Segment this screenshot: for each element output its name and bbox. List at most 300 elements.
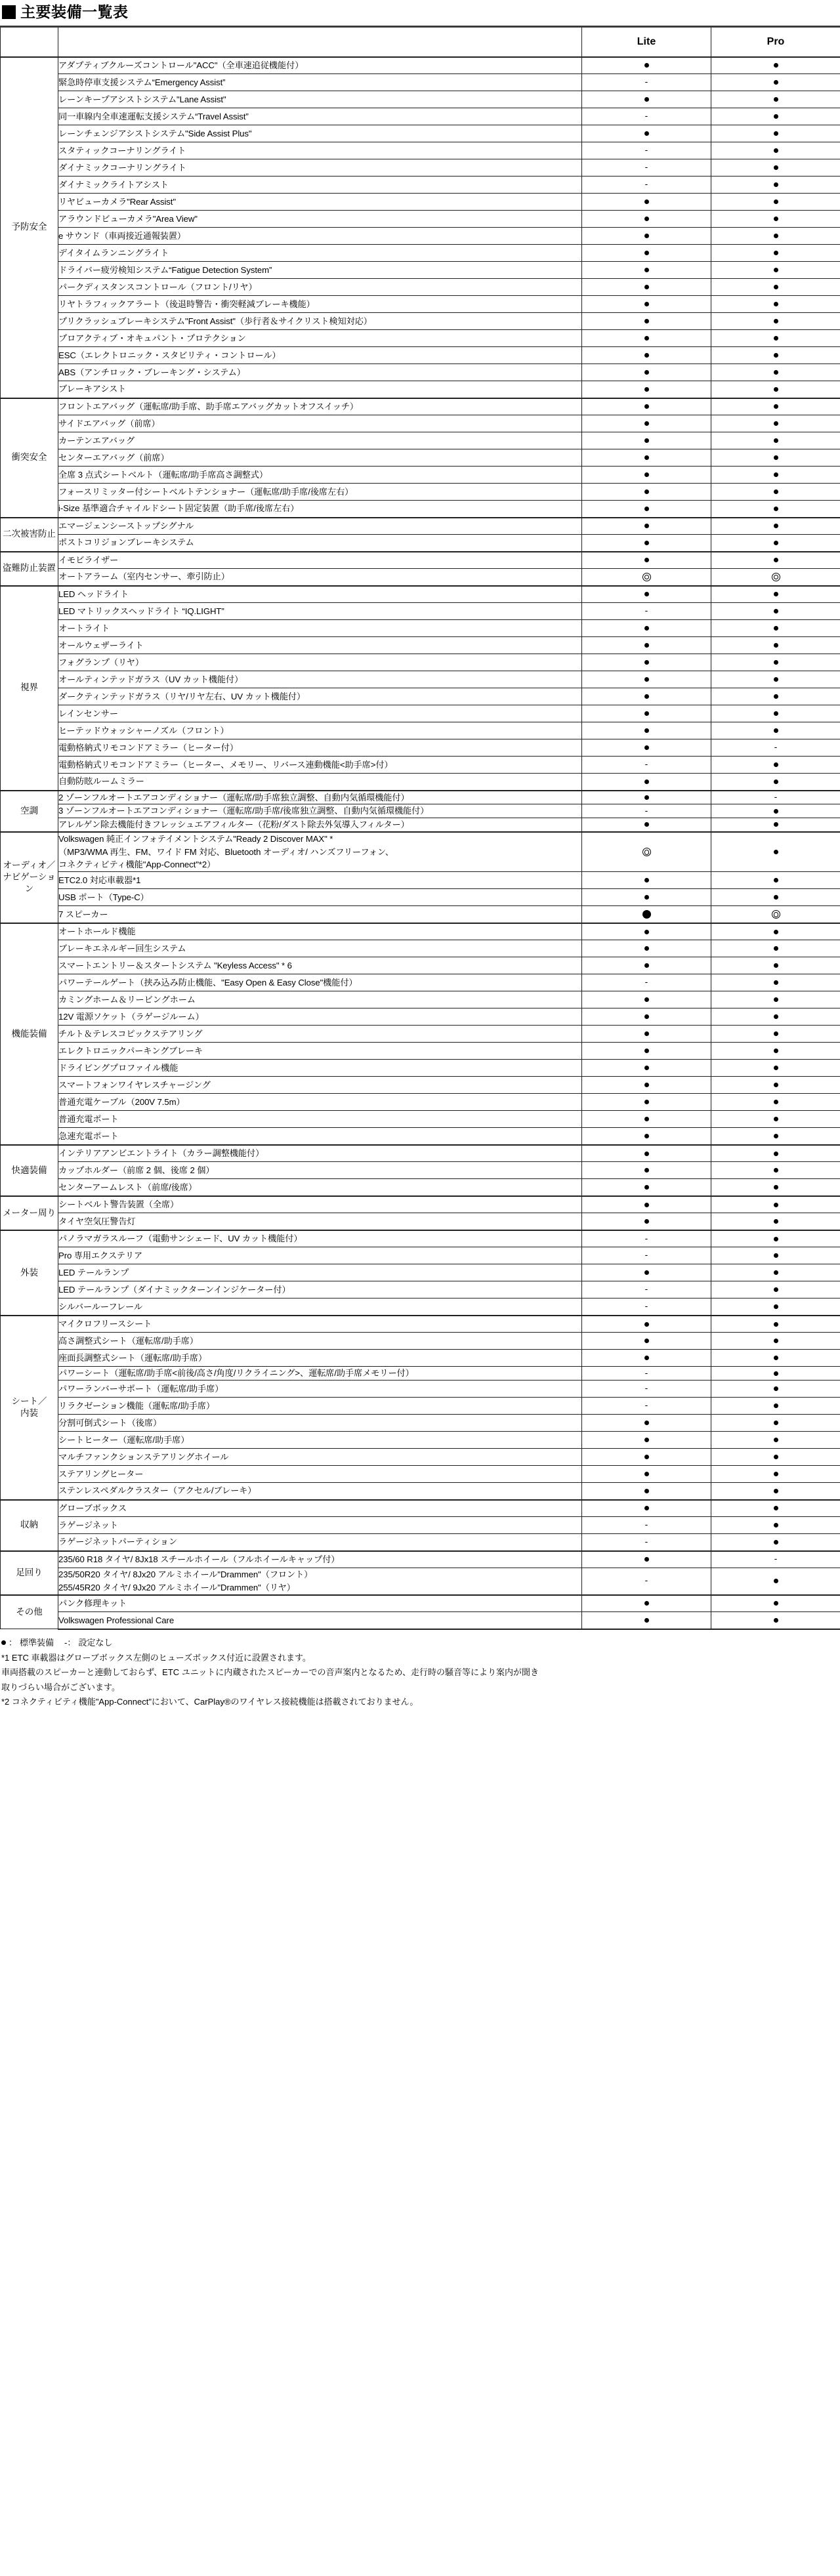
filled-dot-icon — [774, 1540, 778, 1545]
pro-availability-cell — [711, 757, 840, 774]
pro-availability-cell — [711, 804, 840, 818]
lite-availability-cell — [582, 1568, 711, 1595]
equipment-item-cell: パワーテールゲート（挟み込み防止機能、"Easy Open & Easy Close"機能付） — [58, 974, 582, 991]
equipment-item-cell: e サウンド（車両接近通報装置） — [58, 228, 582, 245]
equipment-item-cell: プロアクティブ・オキュパント・プロテクション — [58, 330, 582, 347]
lite-availability-cell — [582, 142, 711, 159]
pro-availability-cell — [711, 1008, 840, 1026]
table-row — [1, 791, 840, 804]
table-row — [1, 1551, 840, 1568]
filled-dot-icon — [774, 489, 778, 494]
table-row — [1, 1298, 840, 1316]
filled-dot-icon — [774, 251, 778, 255]
table-row — [1, 159, 840, 177]
table-row — [1, 228, 840, 245]
equipment-item-cell: リヤトラフィックアラート（後退時警告・衝突軽減ブレーキ機能） — [58, 296, 582, 313]
pro-availability-cell — [711, 1043, 840, 1060]
filled-dot-icon — [644, 370, 649, 375]
table-row — [1, 279, 840, 296]
table-row — [1, 1230, 840, 1247]
table-row — [1, 1432, 840, 1449]
filled-dot-icon — [644, 963, 649, 968]
equipment-item-cell: オートアラーム（室内センサー、牽引防止） — [58, 569, 582, 586]
filled-dot-icon — [644, 1421, 649, 1425]
pro-availability-cell — [711, 108, 840, 125]
pro-availability-cell — [711, 535, 840, 552]
table-row — [1, 1145, 840, 1162]
filled-dot-icon — [774, 1253, 778, 1258]
pro-availability-cell — [711, 1449, 840, 1466]
pro-availability-cell — [711, 705, 840, 722]
lite-availability-cell — [582, 398, 711, 415]
equipment-item-cell: 12V 電源ソケット（ラゲージルーム） — [58, 1008, 582, 1026]
pro-availability-cell — [711, 552, 840, 569]
pro-availability-cell — [711, 159, 840, 177]
filled-dot-icon — [644, 895, 649, 900]
table-row — [1, 671, 840, 688]
equipment-item-cell: アダプティブクルーズコントロール"ACC"（全車速追従機能付） — [58, 57, 582, 74]
filled-dot-icon — [774, 609, 778, 613]
table-row — [1, 774, 840, 791]
table-row — [1, 757, 840, 774]
table-row — [1, 940, 840, 957]
lite-availability-cell — [582, 1247, 711, 1264]
lite-availability-cell — [582, 347, 711, 364]
header-category-blank — [1, 27, 58, 57]
filled-dot-icon — [774, 946, 778, 951]
filled-dot-icon — [644, 1270, 649, 1275]
pro-availability-cell — [711, 637, 840, 654]
equipment-item-cell: デイタイムランニングライト — [58, 245, 582, 262]
table-row — [1, 1008, 840, 1026]
filled-dot-icon — [644, 319, 649, 323]
dash-icon: - — [644, 1537, 648, 1547]
pro-availability-cell — [711, 262, 840, 279]
equipment-item-cell: 普通充電ポート — [58, 1111, 582, 1128]
table-row — [1, 518, 840, 535]
table-row — [1, 1449, 840, 1466]
header-item-blank — [58, 27, 582, 57]
filled-dot-icon — [644, 1049, 649, 1053]
filled-dot-icon — [774, 997, 778, 1002]
equipment-item-cell: LED テールランプ — [58, 1264, 582, 1281]
table-row — [1, 620, 840, 637]
equipment-item-cell: カミングホーム＆リービングホーム — [58, 991, 582, 1008]
equipment-item-cell: カップホルダー（前席 2 個、後席 2 個） — [58, 1162, 582, 1179]
equipment-item-cell: リラクゼーション機能（運転席/助手席） — [58, 1398, 582, 1415]
equipment-item-cell: インテリアアンビエントライト（カラー調整機能付） — [58, 1145, 582, 1162]
lite-availability-cell — [582, 722, 711, 739]
legend-standard-label: ： — [9, 1637, 18, 1648]
lite-availability-cell — [582, 91, 711, 108]
filled-dot-icon — [774, 1489, 778, 1493]
pro-availability-cell — [711, 603, 840, 620]
dash-icon: - — [644, 978, 648, 988]
filled-dot-icon — [644, 97, 649, 102]
lite-availability-cell — [582, 906, 711, 923]
table-row — [1, 637, 840, 654]
lite-availability-cell — [582, 1517, 711, 1534]
pro-availability-cell — [711, 1350, 840, 1367]
filled-dot-icon — [774, 1339, 778, 1343]
equipment-item-cell: スマートエントリー＆スタートシステム "Keyless Access" * 6 — [58, 957, 582, 974]
table-row — [1, 381, 840, 398]
filled-dot-icon — [644, 878, 649, 883]
pro-availability-cell — [711, 1398, 840, 1415]
lite-availability-cell — [582, 467, 711, 484]
filled-dot-icon — [774, 165, 778, 170]
lite-availability-cell — [582, 194, 711, 211]
filled-dot-icon — [644, 643, 649, 648]
table-row — [1, 211, 840, 228]
filled-dot-icon — [774, 336, 778, 341]
table-row — [1, 57, 840, 74]
filled-dot-icon — [644, 1322, 649, 1327]
table-row — [1, 245, 840, 262]
table-row — [1, 957, 840, 974]
pro-availability-cell — [711, 1415, 840, 1432]
equipment-item-cell: 普通充電ケーブル（200V 7.5m） — [58, 1094, 582, 1111]
filled-dot-icon — [774, 779, 778, 784]
lite-availability-cell — [582, 1026, 711, 1043]
filled-dot-icon — [644, 541, 649, 545]
lite-availability-cell — [582, 1162, 711, 1179]
filled-dot-icon — [644, 1168, 649, 1173]
equipment-item-cell: サイドエアバッグ（前席） — [58, 415, 582, 432]
lite-availability-cell — [582, 923, 711, 940]
table-row — [1, 832, 840, 872]
filled-dot-icon — [774, 1083, 778, 1087]
pro-availability-cell — [711, 586, 840, 603]
pro-availability-cell — [711, 91, 840, 108]
category-cell: 収納 — [1, 1500, 58, 1551]
equipment-item-cell: センターエアバッグ（前席） — [58, 449, 582, 467]
pro-availability-cell — [711, 484, 840, 501]
table-row — [1, 330, 840, 347]
double-circle-icon — [642, 573, 651, 581]
filled-dot-icon — [644, 694, 649, 699]
filled-dot-icon — [774, 421, 778, 426]
lite-availability-cell — [582, 637, 711, 654]
lite-availability-cell — [582, 1111, 711, 1128]
pro-availability-cell — [711, 330, 840, 347]
table-row — [1, 586, 840, 603]
filled-dot-icon — [774, 1455, 778, 1459]
lite-availability-cell — [582, 569, 711, 586]
category-cell: 予防安全 — [1, 57, 58, 398]
table-row — [1, 1483, 840, 1500]
filled-dot-icon — [774, 1100, 778, 1104]
table-row — [1, 552, 840, 569]
table-row — [1, 484, 840, 501]
pro-availability-cell — [711, 313, 840, 330]
equipment-item-cell: Volkswagen 純正インフォテイメントシステム"Ready 2 Discover MAX" * （MP3/WMA 再生、FM、ワイド FM 対応、Bluetooth オーディオ/ ハンズフリーフォン、 コネクティビティ機能"App-Connect"*2） — [58, 832, 582, 872]
dash-icon: - — [644, 163, 648, 173]
filled-dot-icon — [774, 694, 778, 699]
table-row — [1, 1060, 840, 1077]
equipment-item-cell: 全席 3 点式シートベルト（運転席/助手席高さ調整式） — [58, 467, 582, 484]
table-row — [1, 142, 840, 159]
filled-dot-icon — [774, 268, 778, 272]
footnote-line-3: 取りづらい場合がございます。 — [1, 1682, 120, 1692]
equipment-item-cell: シルバールーフレール — [58, 1298, 582, 1316]
filled-dot-icon — [774, 1014, 778, 1019]
table-row — [1, 1247, 840, 1264]
filled-dot-icon — [644, 1203, 649, 1207]
filled-dot-icon — [644, 234, 649, 238]
pro-availability-cell — [711, 832, 840, 872]
table-row — [1, 804, 840, 818]
equipment-item-cell: フロントエアバッグ（運転席/助手席、助手席エアバッグカットオフスイッチ） — [58, 398, 582, 415]
filled-dot-icon — [774, 1168, 778, 1173]
pro-availability-cell — [711, 688, 840, 705]
equipment-item-cell: レインセンサー — [58, 705, 582, 722]
filled-dot-icon — [774, 1579, 778, 1583]
pro-availability-cell — [711, 1264, 840, 1281]
filled-dot-icon — [774, 1270, 778, 1275]
pro-availability-cell — [711, 125, 840, 142]
table-row — [1, 467, 840, 484]
pro-availability-cell — [711, 671, 840, 688]
filled-dot-icon — [774, 592, 778, 596]
lite-availability-cell — [582, 245, 711, 262]
filled-dot-icon — [774, 1049, 778, 1053]
lite-availability-cell — [582, 330, 711, 347]
lite-availability-cell — [582, 889, 711, 906]
lite-availability-cell — [582, 1008, 711, 1026]
lite-availability-cell — [582, 620, 711, 637]
lite-availability-cell — [582, 211, 711, 228]
pro-availability-cell — [711, 654, 840, 671]
pro-availability-cell — [711, 1145, 840, 1162]
lite-availability-cell — [582, 125, 711, 142]
pro-availability-cell — [711, 889, 840, 906]
filled-dot-icon — [774, 80, 778, 85]
filled-dot-icon — [644, 1066, 649, 1070]
lite-availability-cell — [582, 313, 711, 330]
filled-dot-icon — [644, 268, 649, 272]
filled-dot-icon — [774, 850, 778, 854]
filled-dot-icon — [644, 997, 649, 1002]
dash-icon: - — [644, 1368, 648, 1379]
filled-dot-icon — [644, 677, 649, 682]
pro-availability-cell — [711, 1077, 840, 1094]
pro-availability-cell — [711, 1568, 840, 1595]
lite-availability-cell — [582, 974, 711, 991]
equipment-item-cell: パークディスタンスコントロール（フロント/リヤ） — [58, 279, 582, 296]
pro-availability-cell — [711, 279, 840, 296]
filled-dot-icon — [644, 930, 649, 934]
filled-dot-icon — [774, 878, 778, 883]
filled-dot-icon — [644, 199, 649, 204]
legend-standard-text: 標準装備 — [20, 1637, 54, 1648]
filled-dot-icon — [644, 1438, 649, 1442]
pro-availability-cell — [711, 211, 840, 228]
filled-dot-icon — [774, 1356, 778, 1360]
equipment-item-cell: ABS（アンチロック・ブレーキング・システム） — [58, 364, 582, 381]
filled-square-icon — [2, 5, 16, 19]
category-cell: シート／ 内装 — [1, 1316, 58, 1500]
table-row — [1, 1466, 840, 1483]
filled-dot-icon — [644, 592, 649, 596]
legend-none-symbol: -： — [64, 1637, 76, 1648]
equipment-item-cell: ラゲージネットパーティション — [58, 1534, 582, 1551]
lite-availability-cell — [582, 1077, 711, 1094]
filled-dot-icon — [774, 1523, 778, 1527]
table-row — [1, 739, 840, 757]
filled-dot-icon — [644, 438, 649, 443]
filled-dot-icon — [644, 558, 649, 562]
table-row — [1, 398, 840, 415]
lite-availability-cell — [582, 381, 711, 398]
table-row — [1, 1534, 840, 1551]
equipment-item-cell: マイクロフリースシート — [58, 1316, 582, 1333]
filled-dot-icon — [644, 1618, 649, 1623]
pro-availability-cell — [711, 1213, 840, 1230]
filled-dot-icon — [774, 1066, 778, 1070]
equipment-item-cell: パワーシート（運転席/助手席<前後/高さ/角度/リクライニング>、運転席/助手席メモリー付） — [58, 1367, 582, 1381]
pro-availability-cell — [711, 1500, 840, 1517]
filled-dot-icon — [774, 1185, 778, 1190]
table-row — [1, 501, 840, 518]
filled-dot-icon — [774, 1506, 778, 1510]
filled-dot-icon — [774, 895, 778, 900]
category-cell: オーディオ／ ナビゲーション — [1, 832, 58, 923]
equipment-item-cell: LED マトリックスヘッドライト “IQ.LIGHT” — [58, 603, 582, 620]
dash-icon: - — [644, 1251, 648, 1261]
filled-dot-icon — [644, 1455, 649, 1459]
lite-availability-cell — [582, 791, 711, 804]
lite-availability-cell — [582, 1367, 711, 1381]
filled-dot-icon — [644, 626, 649, 631]
filled-dot-icon — [774, 234, 778, 238]
filled-dot-icon — [644, 1489, 649, 1493]
lite-availability-cell — [582, 1281, 711, 1298]
pro-availability-cell — [711, 1483, 840, 1500]
pro-availability-cell — [711, 1432, 840, 1449]
filled-dot-icon — [774, 114, 778, 119]
filled-dot-icon — [774, 1322, 778, 1327]
filled-dot-icon — [644, 251, 649, 255]
equipment-item-cell: ヒーテッドウォッシャーノズル（フロント） — [58, 722, 582, 739]
category-cell: 外装 — [1, 1230, 58, 1316]
equipment-item-cell: ドライバー疲労検知システム“Fatigue Detection System” — [58, 262, 582, 279]
pro-availability-cell — [711, 245, 840, 262]
filled-dot-icon — [644, 728, 649, 733]
pro-availability-cell — [711, 940, 840, 957]
equipment-item-cell: USB ポート（Type-C） — [58, 889, 582, 906]
lite-availability-cell — [582, 518, 711, 535]
filled-dot-icon — [644, 1339, 649, 1343]
lite-availability-cell — [582, 1264, 711, 1281]
filled-dot-icon — [774, 1287, 778, 1292]
filled-dot-icon — [774, 217, 778, 221]
footnote-line-2: 車両搭載のスピーカーと連動しておらず、ETC ユニットに内蔵されたスピーカーでの音声案内となるため、走行時の騒音等により案内が聞き — [1, 1667, 539, 1678]
equipment-item-cell: ブレーキアシスト — [58, 381, 582, 398]
pro-availability-cell — [711, 1281, 840, 1298]
equipment-item-cell: エレクトロニックパーキングブレーキ — [58, 1043, 582, 1060]
equipment-item-cell: LED テールランプ（ダイナミックターンインジケーター付） — [58, 1281, 582, 1298]
equipment-item-cell: LED ヘッドライト — [58, 586, 582, 603]
filled-dot-icon — [644, 455, 649, 460]
lite-availability-cell — [582, 818, 711, 832]
filled-dot-icon — [774, 643, 778, 648]
lite-availability-cell — [582, 654, 711, 671]
lite-availability-cell — [582, 159, 711, 177]
table-row — [1, 262, 840, 279]
pro-availability-cell — [711, 569, 840, 586]
table-row — [1, 1043, 840, 1060]
equipment-item-cell: ダイナミックライトアシスト — [58, 177, 582, 194]
pro-availability-cell — [711, 774, 840, 791]
lite-availability-cell — [582, 279, 711, 296]
pro-availability-cell — [711, 1595, 840, 1612]
filled-dot-icon — [644, 387, 649, 392]
pro-availability-cell — [711, 449, 840, 467]
pro-availability-cell — [711, 923, 840, 940]
filled-dot-icon — [1, 1640, 6, 1645]
filled-dot-icon — [774, 285, 778, 289]
lite-availability-cell — [582, 552, 711, 569]
equipment-item-cell: 緊急時停車支援システム“Emergency Assist” — [58, 74, 582, 91]
table-row — [1, 1517, 840, 1534]
equipment-item-cell: レーンキープアシストシステム"Lane Assist" — [58, 91, 582, 108]
filled-dot-icon — [644, 302, 649, 306]
table-row — [1, 1595, 840, 1612]
pro-availability-cell — [711, 74, 840, 91]
pro-availability-cell — [711, 194, 840, 211]
pro-availability-cell — [711, 142, 840, 159]
equipment-item-cell: 急速充電ポート — [58, 1128, 582, 1145]
table-row — [1, 1568, 840, 1595]
equipment-item-cell: 2 ゾーンフルオートエアコンディショナー（運転席/助手席独立調整、自動内気循環機能付） — [58, 791, 582, 804]
equipment-item-cell: ダークティンテッドガラス（リヤ/リヤ左右、UV カット機能付） — [58, 688, 582, 705]
equipment-item-cell: アラウンドビューカメラ"Area View" — [58, 211, 582, 228]
filled-dot-icon — [774, 1031, 778, 1036]
table-row — [1, 449, 840, 467]
filled-dot-icon — [644, 1601, 649, 1606]
filled-dot-icon — [774, 1618, 778, 1623]
filled-dot-icon — [644, 285, 649, 289]
table-row — [1, 722, 840, 739]
pro-availability-cell — [711, 1367, 840, 1381]
table-row — [1, 654, 840, 671]
dash-icon: - — [644, 180, 648, 190]
pro-availability-cell — [711, 228, 840, 245]
equipment-item-cell: オールティンテッドガラス（UV カット機能付） — [58, 671, 582, 688]
pro-availability-cell — [711, 1230, 840, 1247]
lite-availability-cell — [582, 1415, 711, 1432]
filled-dot-icon — [774, 302, 778, 306]
table-row — [1, 1179, 840, 1196]
filled-dot-icon — [644, 131, 649, 136]
equipment-item-cell: ブレーキエネルギー回生システム — [58, 940, 582, 957]
lite-availability-cell — [582, 832, 711, 872]
table-row — [1, 108, 840, 125]
equipment-item-cell: ポストコリジョンブレーキシステム — [58, 535, 582, 552]
lite-availability-cell — [582, 1213, 711, 1230]
equipment-item-cell: リヤビューカメラ"Rear Assist" — [58, 194, 582, 211]
filled-dot-icon — [644, 1014, 649, 1019]
lite-availability-cell — [582, 535, 711, 552]
equipment-item-cell: i-Size 基準適合チャイルドシート固定装置（助手席/後席左右） — [58, 501, 582, 518]
filled-dot-icon — [644, 660, 649, 665]
table-row — [1, 923, 840, 940]
table-row — [1, 1500, 840, 1517]
equipment-item-cell: ステアリングヒーター — [58, 1466, 582, 1483]
dash-icon: - — [644, 112, 648, 121]
dash-icon: - — [644, 146, 648, 156]
